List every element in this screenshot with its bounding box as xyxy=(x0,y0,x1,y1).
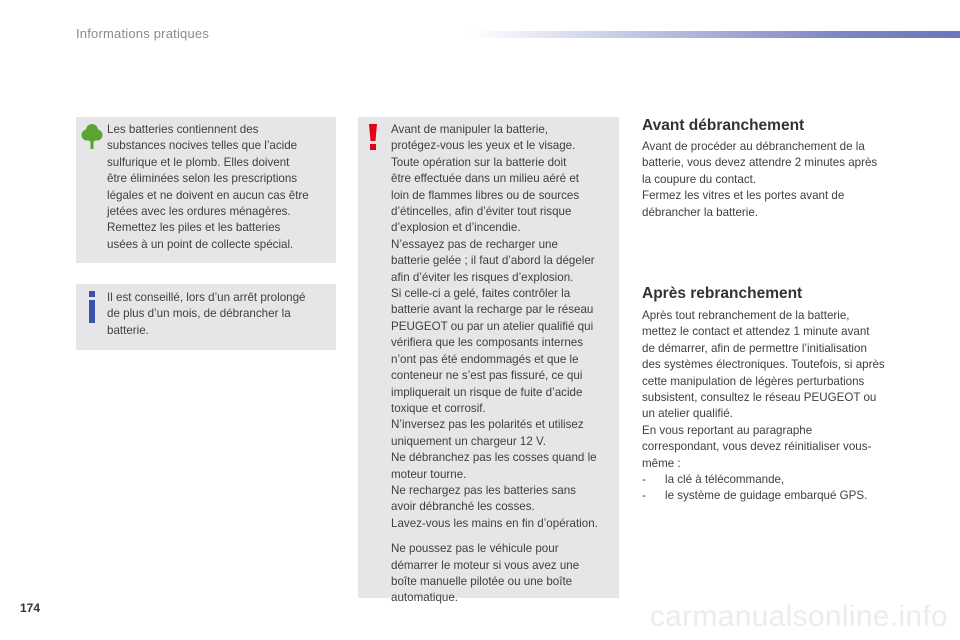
header-gradient-bar xyxy=(470,31,960,38)
warning-text-main: Avant de manipuler la batterie, protégez-vous les yeux et le visage. Toute opération sur la batterie doit être effectuée dans un milieu aéré et loin de flammes libres ou de sources d’étincelles, afin d’éviter tout risque d’explosion et d’incendie. N’essayez pas de recharger une batterie gelée ; il faut d’abord la dégeler afin d’éviter les risques d’explosion. Si celle-ci a gelé, faites contrôler la batterie avant la recharge par le réseau PEUGEOT ou par un atelier qualifié qui vérifiera que les composants internes n’ont pas été endommagés et que le conteneur ne s’est pas fissuré, ce qui impliquerait un risque de fuite d’acide toxique et corrosif. N’inversez pas les polarités et utilisez uniquement un chargeur 12 V. Ne débranchez pas les cosses quand le moteur tourne. Ne rechargez pas les batteries sans avoir débranché les cosses. Lavez-vous les mains en fin d’opération. xyxy=(391,123,598,530)
apres-rebranchement-heading: Après rebranchement xyxy=(642,285,803,302)
avant-debranchement-heading: Avant débranchement xyxy=(642,117,805,134)
reset-items-list xyxy=(642,472,912,505)
avant-debranchement-text: Avant de procéder au débranchement de la batterie, vous devez attendre 2 minutes après la coupure du contact. Fermez les vitres et les portes avant de débrancher la batterie. xyxy=(642,140,878,219)
warning-text-push: Ne poussez pas le véhicule pour démarrer le moteur si vous avez une boîte manuelle pilotée ou une boîte automatique. xyxy=(391,542,580,605)
info-note-box xyxy=(76,284,336,350)
exclamation-icon xyxy=(366,124,380,150)
info-icon xyxy=(85,290,99,324)
list-item: - la clé à télécommande, xyxy=(642,473,785,487)
apres-rebranchement-text: Après tout rebranchement de la batterie, mettez le contact et attendez 1 minute avant de démarrer, afin de permettre l’initialisation des systèmes électroniques. Toutefois, si après cette manipulation de légères perturbations subsistent, consultez le réseau PEUGEOT ou un atelier qualifié. En vous reportant au paragraphe correspondant, vous devez réinitialiser vous- même : - la clé à télécommande, - le système de guidage embarqué GPS. xyxy=(642,308,912,505)
watermark: carmanualsonline.info xyxy=(649,600,948,633)
warning-note-box xyxy=(358,117,619,605)
list-item: - le système de guidage embarqué GPS. xyxy=(642,489,868,503)
eco-note-box xyxy=(76,117,336,263)
section-header-title: Informations pratiques xyxy=(76,26,210,41)
page-number: 174 xyxy=(20,601,41,615)
eco-note-text: Les batteries contiennent des substances nocives telles que l’acide sulfurique et le plomb. Elles doivent être éliminées selon les prescriptions légales et ne doivent en aucun cas être jetées avec les ordures ménagères. Remettez les piles et les batteries usées à un point de collecte spécial. xyxy=(107,123,309,251)
info-note-text: Il est conseillé, lors d’un arrêt prolongé de plus d’un mois, de débrancher la batterie. xyxy=(107,291,306,337)
tree-icon xyxy=(80,122,104,150)
